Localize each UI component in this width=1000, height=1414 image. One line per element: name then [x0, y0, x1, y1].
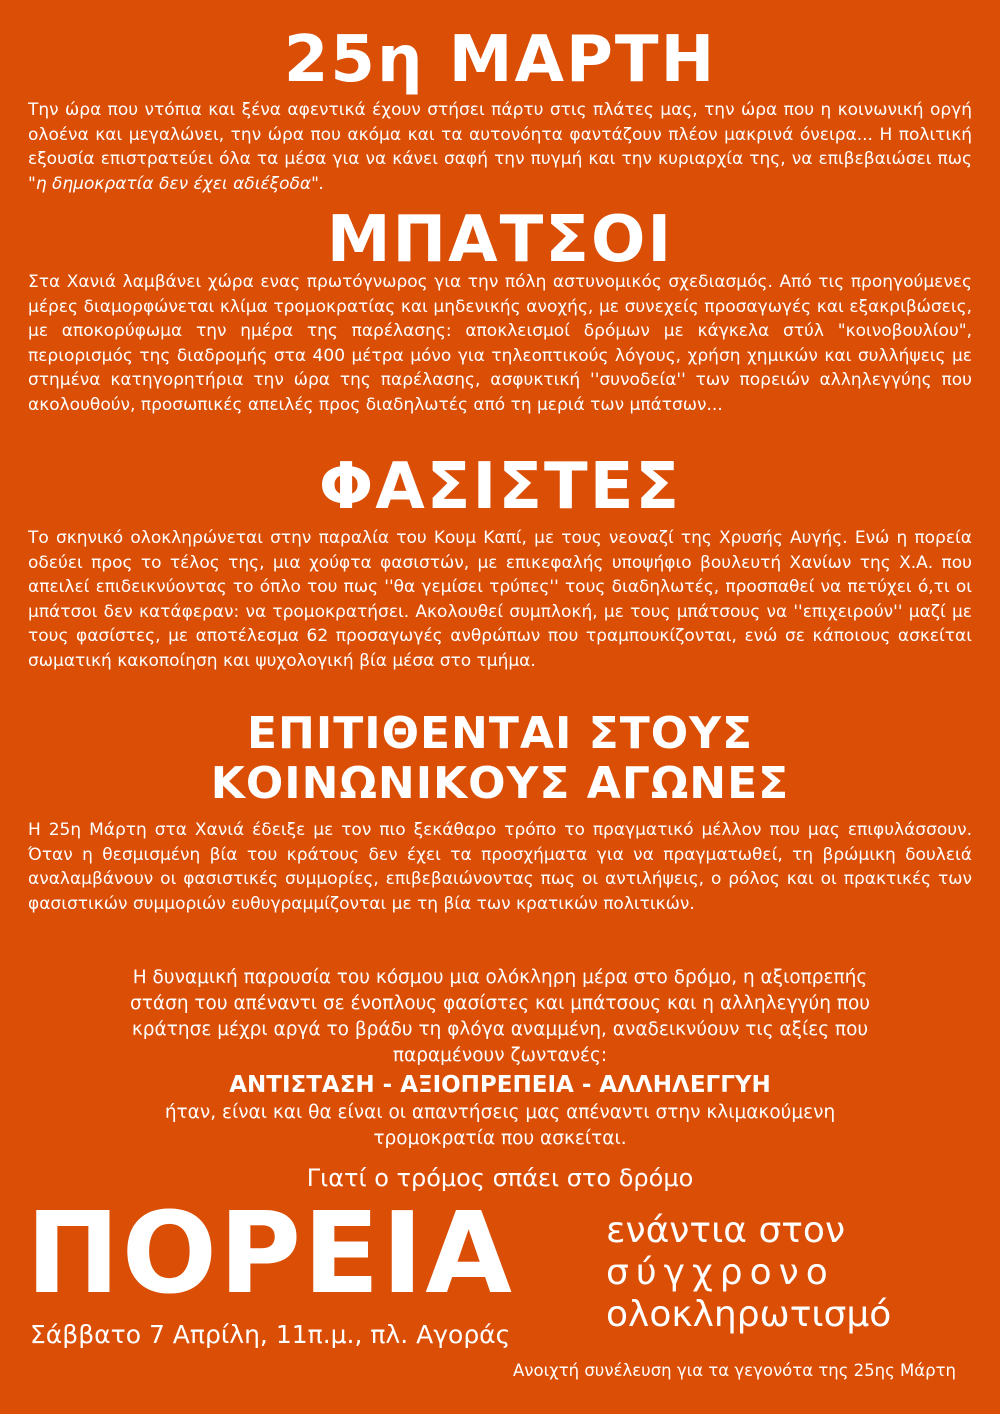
closing-line-5: ήταν, είναι και θα είναι οι απαντήσεις μας απέναντι στην κλιμακούμενη — [164, 1102, 836, 1123]
against-line-3: ολοκληρωτισμό — [606, 1294, 892, 1335]
paragraph-attack: Η 25η Μάρτη στα Χανιά έδειξε με τον πιο ξεκάθαρο τρόπο το πραγματικό μέλλον που μας επιφυλάσσουν. Όταν η θεσμισμένη βία του κράτους δεν έχει τα προσχήματα για να πραγματωθεί, τη βρώμικη δουλειά αναλαμβάνουν οι φασιστικές συμμορίες, επιβεβαιώνοντας πως οι αντιλήψεις, ο ρόλος και οι πρακτικές των φασιστικών συμμοριών ευθυγραμμίζονται με τη βία των κρατικών πολιτικών. — [28, 820, 972, 914]
march-title: ΠΟΡΕΙΑ — [26, 1189, 514, 1319]
closing-line-4: παραμένουν ζωντανές: — [392, 1045, 608, 1066]
against-line-1: ενάντια στον — [606, 1210, 846, 1251]
closing-line-6: τρομοκρατία που ασκείται. — [373, 1128, 627, 1149]
closing-line-1: Η δυναμική παρουσία του κόσμου μια ολόκληρη μέρα στο δρόμο, η αξιοπρεπής — [132, 967, 868, 988]
march-date-location: Σάββατο 7 Απρίλη, 11π.μ., πλ. Αγοράς — [30, 1320, 511, 1349]
paragraph-fascists: Το σκηνικό ολοκληρώνεται στην παραλία του Κουμ Καπί, με τους νεοναζί της Χρυσής Αυγής. Ενώ η πορεία οδεύει προς το τέλος της, μια χούφτα φασιστών, με επικεφαλής υποψήφιο βουλευτή Χανίων της Χ.Α. που απειλεί επιδεικνύοντας το όπλο του πως ''θα γεμίσει τρύπες'' τους διαδηλωτές, προσπαθεί να πετύχει ό,τι οι μπάτσοι δεν κατάφεραν: να τρομοκρατήσει. Ακολουθεί συμπλοκή, με τους μπάτσους να ''επιχειρούν'' μαζί με τους φασίστες, με αποτέλεσμα 62 προσαγωγές ανθρώπων που τραμπουκίζονται, ενώ σε κάποιους ασκείται σωματική κακοποίηση και ψυχολογική βία μέσα στο τμήμα. — [28, 528, 972, 671]
paragraph-intro-text: Την ώρα που ντόπια και ξένα αφεντικά έχουν στήσει πάρτυ στις πλάτες μας, την ώρα που η κοινωνική οργή ολοένα και μεγαλώνει, την ώρα που ακόμα και τα αυτονόητα φαντάζουν πλέον μακρινά όνειρα... Η πολιτική εξουσία επιστρατεύει όλα τα μέσα για να κάνει σαφή την πυγμή και την κυριαρχία της, να επιβεβαιώσει πως — [28, 100, 972, 169]
against-totalitarianism — [606, 1210, 946, 1336]
open-assembly-note: Ανοιχτή συνέλευση για τα γεγονότα της 25ης Μάρτη — [513, 1361, 956, 1380]
heading-march-25: 25η ΜΑΡΤΗ — [283, 23, 717, 97]
heading-cops: ΜΠΑΤΣΟΙ — [326, 203, 674, 277]
tagline-terror-breaks: Γιατί ο τρόμος σπάει στο δρόμο — [306, 1164, 694, 1192]
paragraph-intro — [28, 98, 972, 196]
heading-fascists: ΦΑΣΙΣΤΕΣ — [318, 450, 682, 524]
against-line-2: σύγχρονο — [606, 1252, 835, 1293]
paragraph-cops: Στα Χανιά λαμβάνει χώρα ενας πρωτόγνωρος για την πόλη αστυνομικός σχεδιασμός. Από τις προηγούμενες μέρες διαμορφώνεται κλίμα τρομοκρατίας και μηδενικής ανοχής, με συνεχείς προσαγωγές και εξακριβώσεις, με αποκορύφωμα την ημέρα της παρέλασης: αποκλεισμοί δρόμων με κάγκελα στύλ "κοινοβουλίου", περιορισμός της διαδρομής στα 400 μέτρα μόνο για τηλεοπτικούς λόγους, χρήση χημικών και συλλήψεις με στημένα κατηγορητήρια την ώρα της παρέλασης, ασφυκτική ''συνοδεία'' των πορειών αλληλεγγύης που ακολουθούν, προσωπικές απειλές προς διαδηλωτές από τη μεριά των μπάτσων... — [28, 272, 972, 415]
closing-line-3: κράτησε μέχρι αργά το βράδυ τη φλόγα αναμμένη, αναδεικνύουν τις αξίες που — [131, 1019, 869, 1040]
heading-attack-line2: ΚΟΙΝΩΝΙΚΟΥΣ ΑΓΩΝΕΣ — [210, 758, 790, 809]
closing-line-2: στάση του απέναντι σε ένοπλους φασίστες και μπάτσους και η αλληλεγγύη που — [130, 993, 870, 1014]
heading-attack-line1: ΕΠΙΤΙΘΕΝΤΑΙ ΣΤΟΥΣ — [246, 708, 754, 759]
slogan-resistance-dignity-solidarity: ΑΝΤΙΣΤΑΣΗ - ΑΞΙΟΠΡΕΠΕΙΑ - ΑΛΛΗΛΕΓΓΥΗ — [229, 1072, 771, 1098]
democracy-quote: "η δημοκρατία δεν έχει αδιέξοδα". — [28, 173, 325, 194]
